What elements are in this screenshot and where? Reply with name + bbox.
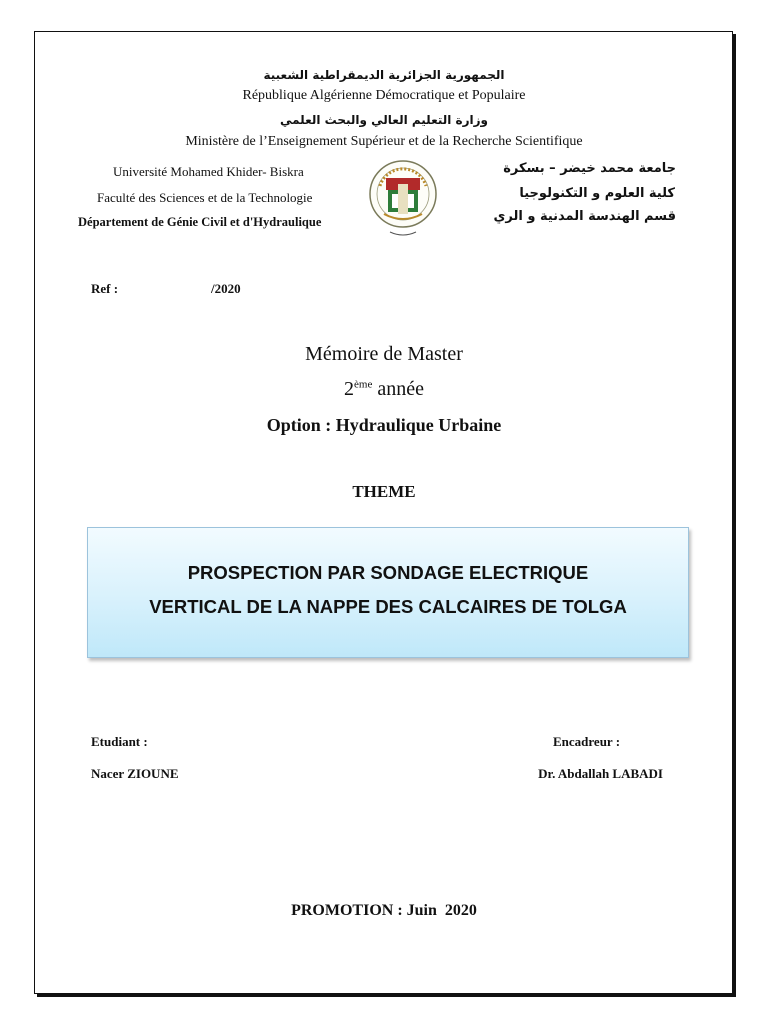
ministry-arabic: وزارة التعليم العالي والبحث العلمي (279, 113, 489, 127)
student-name: Nacer ZIOUNE (91, 766, 179, 781)
university-logo (368, 156, 438, 242)
faculty-arabic: كلية العلوم و التكنولوجيا (519, 186, 675, 201)
thesis-title-line2: VERTICAL DE LA NAPPE DES CALCAIRES DE TOLGA (149, 596, 627, 617)
supervisor-label: Encadreur : (553, 734, 621, 749)
faculty-french: Faculté des Sciences et de la Technologie (97, 190, 313, 205)
thesis-title-line1: PROSPECTION PAR SONDAGE ELECTRIQUE (187, 562, 589, 583)
supervisor-name: Dr. Abdallah LABADI (538, 766, 663, 781)
thesis-title-box (87, 527, 689, 658)
republic-french: République Algérienne Démocratique et Populaire (242, 88, 526, 103)
ref-label: Ref : (91, 281, 119, 296)
ministry-french: Ministère de l’Enseignement Supérieur et de la Recherche Scientifique (185, 134, 583, 149)
year-number: 2 (344, 378, 355, 400)
university-french: Université Mohamed Khider- Biskra (113, 164, 304, 179)
ref-value: /2020 (211, 281, 241, 296)
thesis-option: Option : Hydraulique Urbaine (266, 415, 502, 435)
student-label: Etudiant : (91, 734, 148, 749)
thesis-type: Mémoire de Master (305, 343, 463, 365)
year-superscript: ème (354, 378, 373, 391)
thesis-year (34, 378, 734, 401)
year-word: année (372, 378, 424, 400)
university-arabic: جامعة محمد خيضر – بسكرة (503, 161, 676, 176)
department-french: Département de Génie Civil et d'Hydraulique (78, 215, 322, 229)
theme-label: THEME (352, 482, 416, 501)
promotion: PROMOTION : Juin 2020 (291, 902, 477, 919)
republic-arabic: الجمهورية الجزائرية الديمقراطية الشعبية (263, 68, 505, 82)
department-arabic: قسم الهندسة المدنية و الري (493, 209, 676, 224)
